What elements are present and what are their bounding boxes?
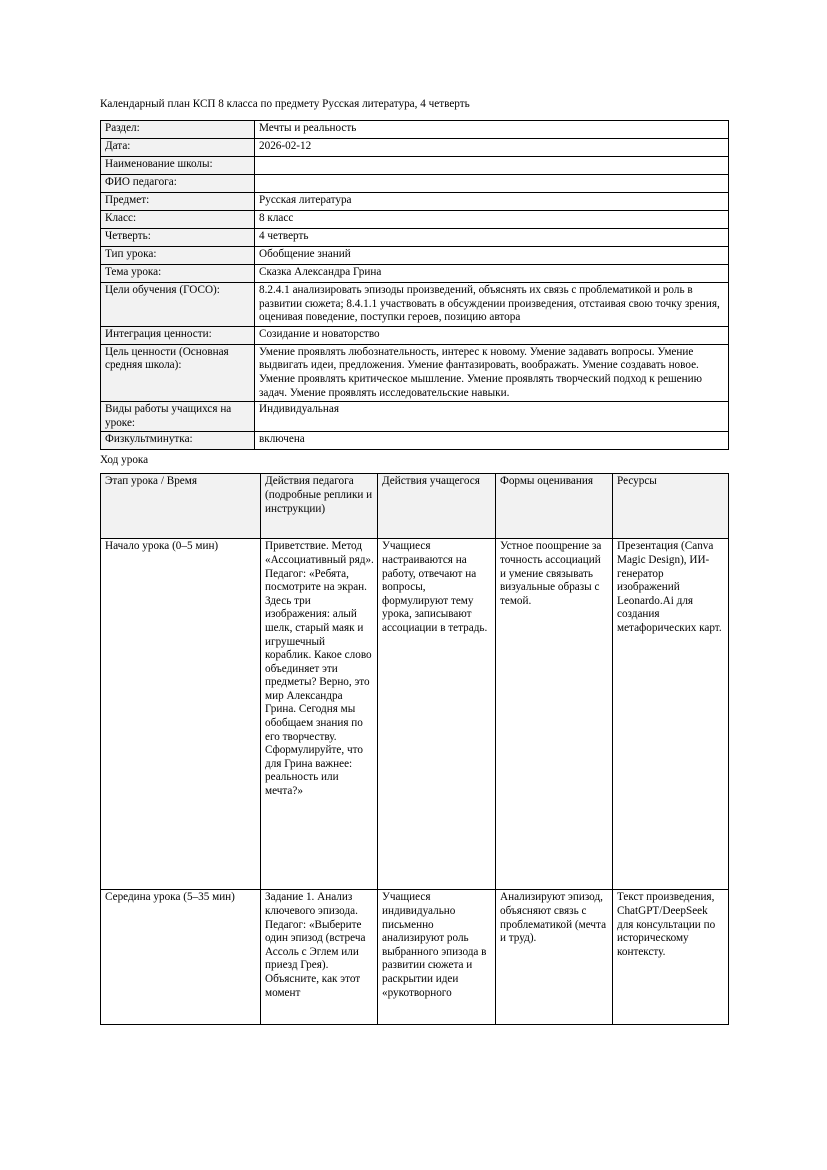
table-row (101, 139, 729, 157)
page-content (100, 97, 728, 1025)
info-label-lesson-type: Тип урока: (101, 247, 255, 265)
info-label-quarter: Четверть: (101, 229, 255, 247)
cell-stage-begin: Начало урока (0–5 мин) (101, 539, 261, 890)
cell-assessment-middle: Анализируют эпизод, объясняют связь с проблематикой (мечта и труд). (496, 890, 613, 1025)
info-label-subject: Предмет: (101, 193, 255, 211)
info-value-class: 8 класс (255, 211, 729, 229)
table-row (101, 326, 729, 344)
info-value-teacher-name (255, 175, 729, 193)
table-row (101, 283, 729, 327)
cell-resources-begin: Презентация (Canva Magic Design), ИИ-генератор изображений Leonardo.Ai для создания метафорических карт. (613, 539, 729, 890)
column-header-student-actions: Действия учащегося (378, 474, 496, 539)
lesson-flow-body (101, 539, 729, 1025)
info-value-data: 2026-02-12 (255, 139, 729, 157)
cell-student-begin: Учащиеся настраиваются на работу, отвечают на вопросы, формулируют тему урока, записывают ассоциации в тетрадь. (378, 539, 496, 890)
info-value-goals: 8.2.4.1 анализировать эпизоды произведений, объяснять их связь с проблематикой и роль в развитии сюжета; 8.4.1.1 участвовать в обсуждении произведения, отстаивая свою точку зрения, оценивая поведение, поступки героев, позицию автора (255, 283, 729, 327)
column-header-stage: Этап урока / Время (101, 474, 261, 539)
info-value-work-types: Индивидуальная (255, 402, 729, 432)
info-value-quarter: 4 четверть (255, 229, 729, 247)
table-row (101, 247, 729, 265)
cell-teacher-middle: Задание 1. Анализ ключевого эпизода. Педагог: «Выберите один эпизод (встреча Ассоль с Эглем или приезд Грея). Объясните, как этот момент (261, 890, 378, 1025)
lesson-info-body (101, 121, 729, 450)
table-row (101, 890, 729, 1025)
info-label-goals: Цели обучения (ГОСО): (101, 283, 255, 327)
cell-assessment-begin: Устное поощрение за точность ассоциаций и умение связывать визуальные образы с темой. (496, 539, 613, 890)
info-label-teacher-name: ФИО педагога: (101, 175, 255, 193)
info-label-work-types: Виды работы учащихся на уроке: (101, 402, 255, 432)
column-header-teacher-actions: Действия педагога (подробные реплики и инструкции) (261, 474, 378, 539)
info-label-lesson-topic: Тема урока: (101, 265, 255, 283)
cell-teacher-begin: Приветствие. Метод «Ассоциативный ряд». Педагог: «Ребята, посмотрите на экран. Здесь три изображения: алый шелк, старый маяк и игрушечный кораблик. Какое слово объединяет эти предметы? Верно, это мир Александра Грина. Сегодня мы обобщаем знания по его творчеству. Сформулируйте, что для Грина важнее: реальность или мечта?» (261, 539, 378, 890)
table-row (101, 175, 729, 193)
info-label-razdel: Раздел: (101, 121, 255, 139)
info-value-subject: Русская литература (255, 193, 729, 211)
lesson-info-table (100, 120, 729, 450)
table-row (101, 193, 729, 211)
info-label-physical-break: Физкультминутка: (101, 432, 255, 450)
table-row (101, 265, 729, 283)
table-row (101, 157, 729, 175)
info-value-school (255, 157, 729, 175)
info-value-lesson-type: Обобщение знаний (255, 247, 729, 265)
table-row (101, 229, 729, 247)
column-header-resources: Ресурсы (613, 474, 729, 539)
info-value-physical-break: включена (255, 432, 729, 450)
page-title: Календарный план КСП 8 класса по предмету Русская литература, 4 четверть (100, 98, 470, 110)
info-label-value-goal: Цель ценности (Основная средняя школа): (101, 344, 255, 401)
table-row (101, 432, 729, 450)
info-label-value-integration: Интеграция ценности: (101, 326, 255, 344)
cell-student-middle: Учащиеся индивидуально письменно анализируют роль выбранного эпизода в развитии сюжета и раскрытии идеи «рукотворного (378, 890, 496, 1025)
lesson-flow-table (100, 473, 729, 1025)
table-row (101, 344, 729, 401)
info-label-school: Наименование школы: (101, 157, 255, 175)
info-label-data: Дата: (101, 139, 255, 157)
cell-resources-middle: Текст произведения, ChatGPT/DeepSeek для консультации по историческому контексту. (613, 890, 729, 1025)
info-value-value-integration: Созидание и новаторство (255, 326, 729, 344)
table-row (101, 121, 729, 139)
info-value-lesson-topic: Сказка Александра Грина (255, 265, 729, 283)
table-header-row (101, 474, 729, 539)
table-row (101, 402, 729, 432)
table-row (101, 539, 729, 890)
cell-stage-middle: Середина урока (5–35 мин) (101, 890, 261, 1025)
column-header-assessment-forms: Формы оценивания (496, 474, 613, 539)
section-heading-lesson-flow: Ход урока (100, 454, 149, 467)
info-label-class: Класс: (101, 211, 255, 229)
table-row (101, 211, 729, 229)
lesson-flow-head (101, 474, 729, 539)
info-value-value-goal: Умение проявлять любознательность, интерес к новому. Умение задавать вопросы. Умение выдвигать идеи, предложения. Умение фантазировать, воображать. Умение создавать новое. Умение проявлять критическое мышление. Умение проявлять творческий подход к решению задач. Умение проявлять исследовательские навыки. (255, 344, 729, 401)
info-value-razdel: Мечты и реальность (255, 121, 729, 139)
